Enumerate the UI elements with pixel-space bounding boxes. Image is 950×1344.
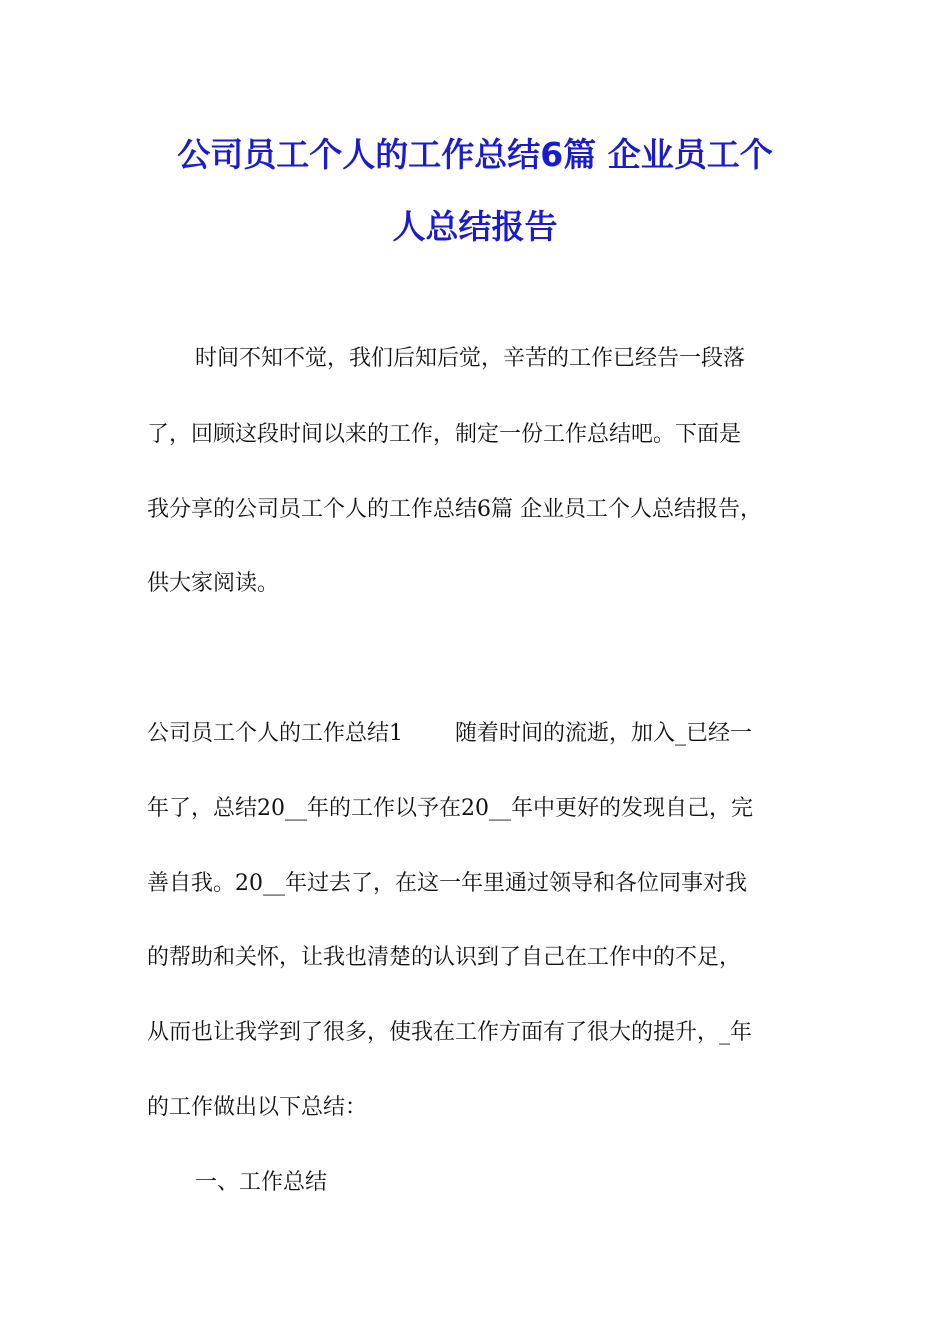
intro-paragraph-line-1: 时间不知不觉，我们后知后觉，辛苦的工作已经告一段落 [195, 346, 746, 371]
section-1-first-line [147, 720, 752, 748]
section-1-line-6: 的工作做出以下总结： [147, 1095, 368, 1120]
section-1-line-3: 善自我。20__年过去了，在这一年里通过领导和各位同事对我 [147, 871, 747, 896]
section-1-heading: 公司员工个人的工作总结1 [147, 721, 403, 746]
intro-paragraph-line-4: 供大家阅读。 [147, 571, 280, 596]
section-1-line-2: 年了，总结20__年的工作以予在20__年中更好的发现自己，完 [147, 796, 753, 821]
section-1-line-5: 从而也让我学到了很多，使我在工作方面有了很大的提升，_年 [147, 1020, 753, 1045]
document-title-line-1: 公司员工个人的工作总结6篇 企业员工个 [177, 135, 773, 174]
section-1-line-4: 的帮助和关怀，让我也清楚的认识到了自己在工作中的不足， [147, 945, 742, 970]
document-title-line-2: 人总结报告 [392, 207, 558, 246]
section-1-subheading: 一、工作总结 [195, 1170, 328, 1195]
section-1-first-line-text: 随着时间的流逝，加入_已经一 [455, 721, 753, 746]
intro-paragraph-line-2: 了，回顾这段时间以来的工作，制定一份工作总结吧。下面是 [147, 422, 742, 447]
intro-paragraph-line-3: 我分享的公司员工个人的工作总结6篇 企业员工个人总结报告， [147, 497, 762, 522]
